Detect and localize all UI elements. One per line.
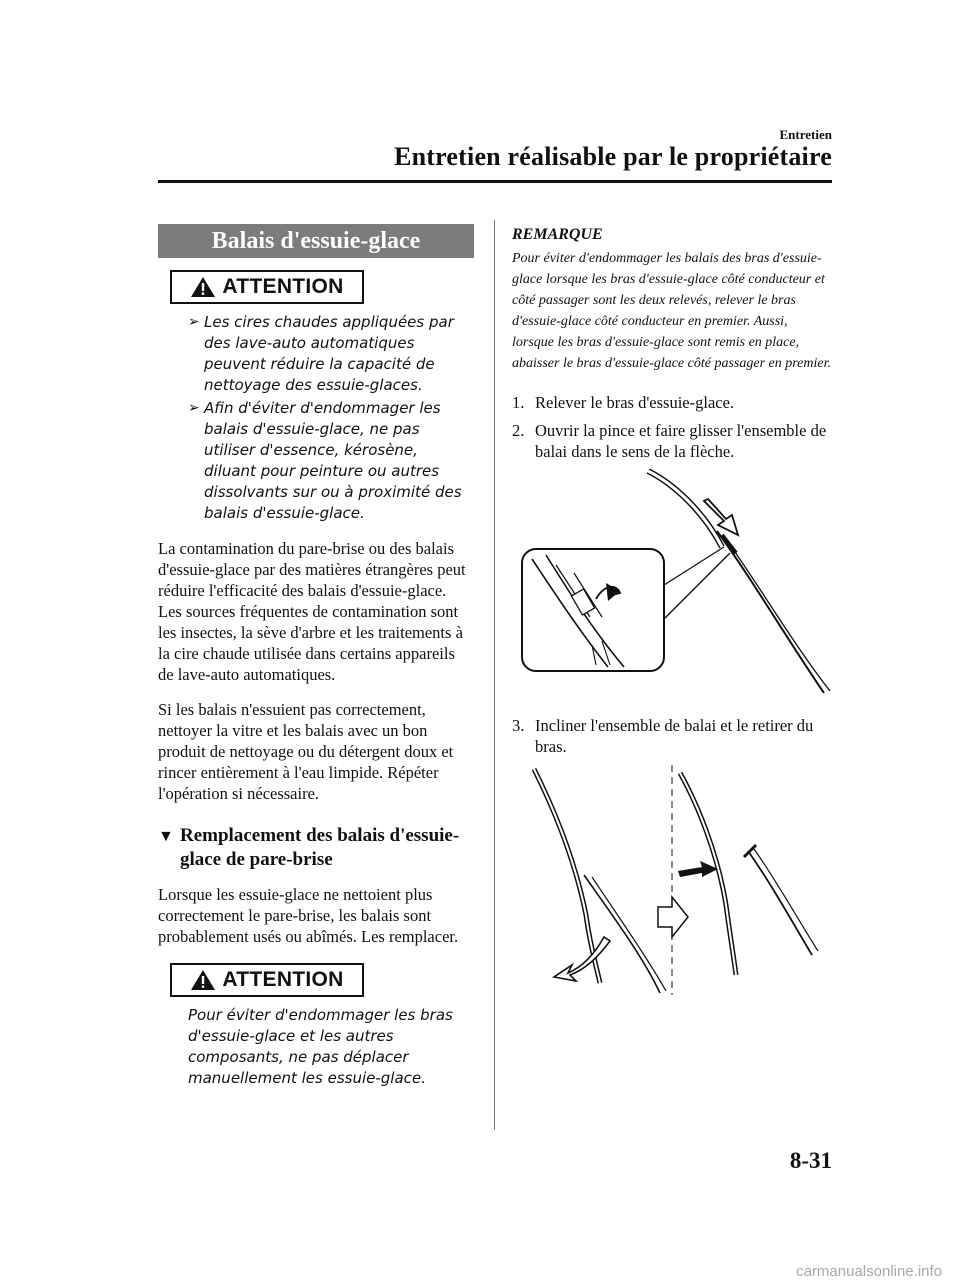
- attention-label: ATTENTION: [222, 968, 344, 991]
- wiper-section-title: Balais d'essuie-glace: [158, 224, 474, 258]
- remarque-title: REMARQUE: [512, 226, 603, 243]
- warning-triangle-icon: [190, 276, 216, 298]
- steps-list: [512, 392, 832, 995]
- arrow-bullet-icon: ➢: [188, 400, 200, 416]
- page-number: 8-31: [789, 1148, 832, 1173]
- remarque-text: Pour éviter d'endommager les balais des bras d'essuie-glace lorsque les bras d'essuie-glace côté conducteur et côté passager sont les deux relevés, relever le bras d'essuie-glace côté conducteur en premier. Aussi, lorsque les bras d'essuie-glace sont remis en place, abaisser le bras d'essuie-glace côté passager en premier.: [512, 251, 831, 371]
- wiper-release-illustration: [512, 469, 832, 695]
- step-item: 1. Relever le bras d'essuie-glace.: [512, 393, 735, 412]
- warning-triangle-icon: [190, 969, 216, 991]
- paragraph-replace: Lorsque les essuie-glace ne nettoient plus correctement le pare-brise, les balais sont probablement usés ou abîmés. Les remplacer.: [158, 885, 459, 946]
- section-heading: Entretien réalisable par le propriétaire: [394, 142, 832, 171]
- left-column: [158, 224, 474, 1089]
- triangle-down-icon: ▼: [158, 828, 174, 845]
- paragraph-contamination: La contamination du pare-brise ou des balais d'essuie-glace par des matières étrangères peut réduire l'efficacité des balais d'essuie-glace. Les sources fréquentes de contamination sont les insectes, la sève d'arbre et les traitements à la cire chaude utilisée dans certains appareils de lave-auto automatiques.: [158, 539, 466, 684]
- step-item: 2. Ouvrir la pince et faire glisser l'ensemble de balai dans le sens de la flèche.: [512, 421, 827, 461]
- attention-text-2: Pour éviter d'endommager les bras d'essuie-glace et les autres composants, ne pas déplacer manuellement les essuie-glace.: [188, 1006, 453, 1087]
- chapter-label: Entretien: [779, 127, 832, 142]
- attention-item: ➢ Afin d'éviter d'endommager les balais d'essuie-glace, ne pas utiliser d'essence, kérosène, diluant pour peinture ou autres dissolvants sur ou à proximité des balais d'essuie-glace.: [188, 399, 462, 522]
- arrow-bullet-icon: ➢: [188, 314, 200, 330]
- column-divider: [494, 220, 495, 1130]
- paragraph-cleaning: Si les balais n'essuient pas correctement, nettoyer la vitre et les balais avec un bon produit de nettoyage ou du détergent doux et rincer entièrement à l'eau limpide. Répéter l'opération si nécessaire.: [158, 700, 454, 803]
- attention-label: ATTENTION: [222, 275, 344, 298]
- subheading-replacement: ▼ Remplacement des balais d'essuie-glace de pare-brise: [158, 825, 460, 870]
- attention-item: ➢ Les cires chaudes appliquées par des lave-auto automatiques peuvent réduire la capacité de nettoyage des essuie-glaces.: [188, 313, 454, 394]
- attention-box-2: [170, 963, 364, 997]
- header-rule: [158, 180, 832, 183]
- wiper-removal-illustration: [512, 765, 832, 995]
- attention-list: [158, 312, 474, 524]
- watermark-text: carmanualsonline.info: [796, 1263, 942, 1280]
- attention-box: [170, 270, 364, 304]
- right-column: [512, 224, 832, 995]
- step-item: 3. Incliner l'ensemble de balai et le retirer du bras.: [512, 716, 814, 756]
